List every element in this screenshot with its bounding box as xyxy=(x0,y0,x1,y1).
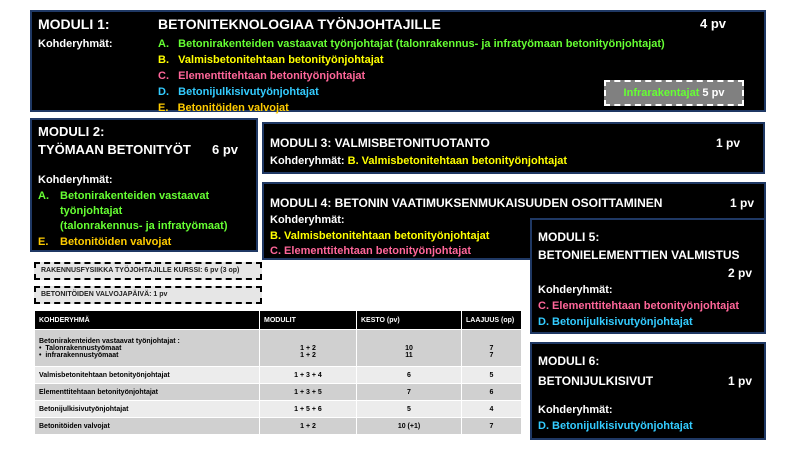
module-4-title: MODULI 4: BETONIN VAATIMUKSENMUKAISUUDEN OSOITTAMINEN xyxy=(270,196,663,210)
group-letter: E. xyxy=(158,102,169,114)
col-header-duration: KESTO (pv) xyxy=(357,311,462,330)
row-duration xyxy=(357,330,462,367)
module-5-groups-label: Kohderyhmät: xyxy=(538,284,613,296)
module-3-title: MODULI 3: VALMISBETONITUOTANTO xyxy=(270,136,490,150)
module-5-group-d: D. Betonijulkisivutyönjohtajat xyxy=(538,316,693,328)
row-scope: 5 xyxy=(462,367,522,384)
row-modules: 1 + 3 + 5 xyxy=(260,384,357,401)
row-modules: 1 + 5 + 6 xyxy=(260,401,357,418)
group-letter: B. xyxy=(158,54,169,66)
table-row xyxy=(35,330,522,367)
module-5-group-c: C. Elementtitehtaan betonityönjohtajat xyxy=(538,300,740,312)
table-row xyxy=(35,367,522,384)
table-row xyxy=(35,418,522,435)
infra-badge xyxy=(604,80,744,106)
module-5-number: MODULI 5: xyxy=(538,230,600,244)
module-1-title: BETONITEKNOLOGIAA TYÖNJOHTAJILLE xyxy=(158,16,441,32)
module-2-group-a-letter: A. xyxy=(38,190,49,202)
module-1-group-a xyxy=(158,38,665,50)
group-letter: C. xyxy=(158,70,169,82)
row-modules: 1 + 2 xyxy=(260,418,357,435)
table-header-row xyxy=(35,311,522,330)
module-2-duration: 6 pv xyxy=(212,142,239,157)
value-1: 10 xyxy=(405,345,413,352)
module-6-groups-label: Kohderyhmät: xyxy=(538,404,613,416)
group-text: Elementtitehtaan betonityönjohtajat xyxy=(178,70,366,82)
row-name: Betonijulkisivutyönjohtajat xyxy=(35,401,260,418)
module-2-group-a-line1: Betonirakenteiden vastaavat xyxy=(60,190,210,202)
module-2-group-a-line3: (talonrakennus- ja infratyömaat) xyxy=(60,220,228,232)
module-3-groups xyxy=(270,155,567,167)
module-4-group-c: C. Elementtitehtaan betonityönjohtajat xyxy=(270,245,472,257)
infra-label: Infrarakentajat xyxy=(623,87,700,99)
module-2-title: TYÖMAAN BETONITYÖT xyxy=(38,142,191,157)
row-modules xyxy=(260,330,357,367)
module-3-box xyxy=(262,122,765,174)
value-1: 1 + 2 xyxy=(300,345,316,352)
row-name: Elementtitehtaan betonityönjohtajat xyxy=(35,384,260,401)
module-1-group-d xyxy=(158,86,319,98)
module-6-title: BETONIJULKISIVUT xyxy=(538,374,654,388)
row-name: Betonitöiden valvojat xyxy=(35,418,260,435)
row-sub-1: • Talonrakennustyömaat xyxy=(39,344,122,352)
module-2-group-e-letter: E. xyxy=(38,236,49,248)
module-4-group-b: B. Valmisbetonitehtaan betonityönjohtajat xyxy=(270,230,490,242)
group-text: Valmisbetonitehtaan betonityönjohtajat xyxy=(178,54,384,66)
module-6-number: MODULI 6: xyxy=(538,354,600,368)
summary-table xyxy=(34,310,522,435)
module-5-box xyxy=(530,218,766,334)
row-sub-1-text: Talonrakennustyömaat xyxy=(45,344,122,352)
value-2: 11 xyxy=(405,352,413,359)
module-3-group-b: B. Valmisbetonitehtaan betonityönjohtajat xyxy=(347,155,568,167)
module-6-box xyxy=(530,342,766,440)
group-text: Betonijulkisivutyönjohtajat xyxy=(178,86,319,98)
module-2-box xyxy=(30,118,258,252)
row-scope: 7 xyxy=(462,418,522,435)
col-header-group: KOHDERYHMÄ xyxy=(35,311,260,330)
module-5-duration: 2 pv xyxy=(728,266,753,280)
row-name xyxy=(35,330,260,367)
group-letter: D. xyxy=(158,86,169,98)
extra-course-building-physics: RAKENNUSFYSIIKKA TYÖJOHTAJILLE KURSSI: 6 pv (3 op) xyxy=(34,262,262,280)
module-4-groups-label: Kohderyhmät: xyxy=(270,214,345,226)
row-duration: 6 xyxy=(357,367,462,384)
row-duration: 10 (+1) xyxy=(357,418,462,435)
module-4-duration: 1 pv xyxy=(730,196,755,210)
row-name: Valmisbetonitehtaan betonityönjohtajat xyxy=(35,367,260,384)
row-duration: 5 xyxy=(357,401,462,418)
module-2-group-a-line2: työnjohtajat xyxy=(60,205,123,217)
module-1-duration: 4 pv xyxy=(700,16,727,31)
row-scope: 4 xyxy=(462,401,522,418)
value-1: 7 xyxy=(489,345,494,352)
module-3-duration: 1 pv xyxy=(716,136,741,150)
table-row xyxy=(35,384,522,401)
module-2-group-e-text: Betonitöiden valvojat xyxy=(60,236,172,248)
module-5-title: BETONIELEMENTTIEN VALMISTUS xyxy=(538,248,740,262)
module-1-box xyxy=(30,10,766,112)
group-text: Betonirakenteiden vastaavat työnjohtajat (talonrakennus- ja infratyömaan betonityönjohtajat) xyxy=(178,38,665,50)
module-2-number: MODULI 2: xyxy=(38,124,105,139)
value-2: 1 + 2 xyxy=(300,352,316,359)
table-row xyxy=(35,401,522,418)
col-header-modules: MODULIT xyxy=(260,311,357,330)
module-1-group-b xyxy=(158,54,384,66)
extra-course-supervisor-day: BETONITÖIDEN VALVOJAPÄIVÄ: 1 pv xyxy=(34,286,262,304)
group-letter: A. xyxy=(158,38,169,50)
value-2: 7 xyxy=(489,352,494,359)
module-1-groups-label: Kohderyhmät: xyxy=(38,38,113,50)
module-6-duration: 1 pv xyxy=(728,374,753,388)
row-scope xyxy=(462,330,522,367)
module-1-group-e xyxy=(158,102,289,114)
row-modules: 1 + 3 + 4 xyxy=(260,367,357,384)
module-6-group-d: D. Betonijulkisivutyönjohtajat xyxy=(538,420,693,432)
module-1-group-c xyxy=(158,70,365,82)
module-3-groups-label: Kohderyhmät: xyxy=(270,155,345,167)
module-2-groups-label: Kohderyhmät: xyxy=(38,174,113,186)
module-1-number: MODULI 1: xyxy=(38,16,110,32)
row-sub-2: • infrarakennustyömaat xyxy=(39,351,119,359)
row-sub-2-text: infrarakennustyömaat xyxy=(45,351,119,359)
group-text: Betonitöiden valvojat xyxy=(177,102,289,114)
col-header-scope: LAAJUUS (op) xyxy=(462,311,522,330)
row-duration: 7 xyxy=(357,384,462,401)
row-title: Betonirakenteiden vastaavat työnjohtajat : xyxy=(39,337,180,345)
infra-duration: 5 pv xyxy=(702,87,725,99)
row-scope: 6 xyxy=(462,384,522,401)
